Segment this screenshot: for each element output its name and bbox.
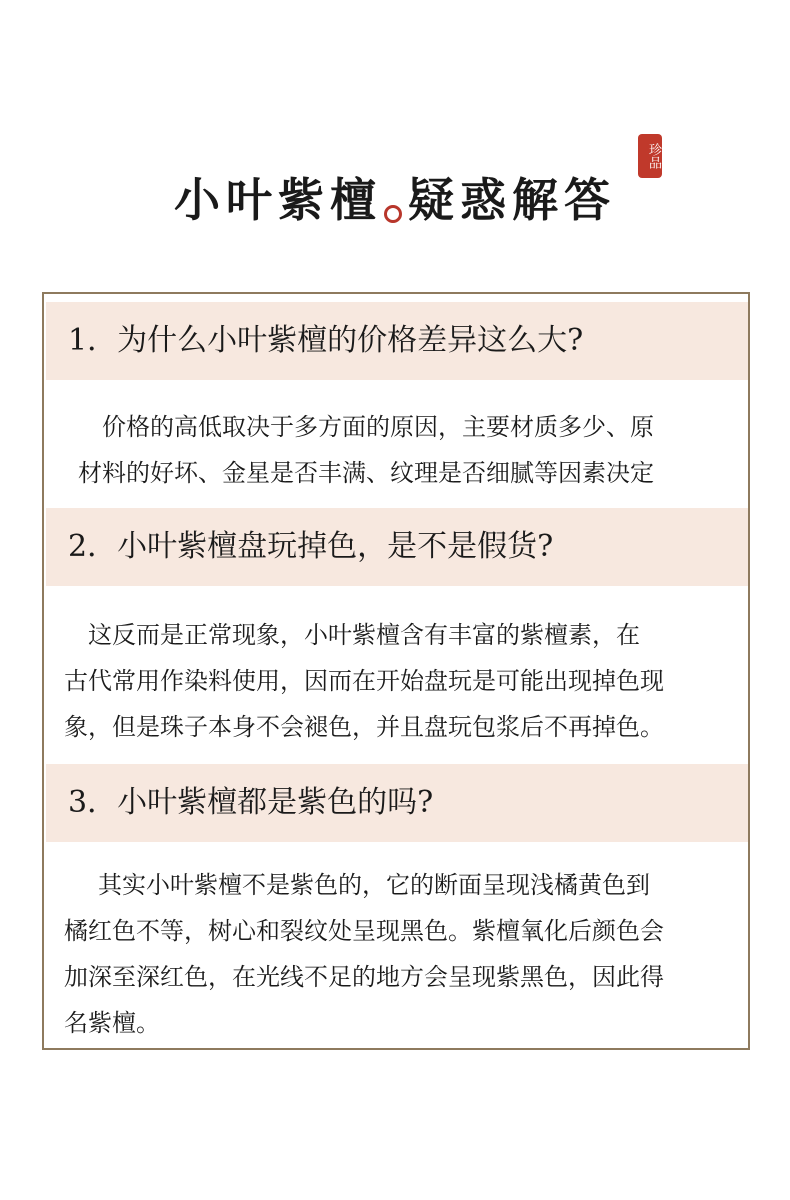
faq-panel — [42, 292, 750, 1050]
seal-stamp: 珍品 — [638, 134, 662, 178]
answer-line: 价格的高低取决于多方面的原因，主要材质多少、原 — [102, 413, 654, 441]
faq-question-2: 2．小叶紫檀盘玩掉色，是不是假货? — [46, 508, 748, 586]
title-left: 小叶紫檀 — [174, 173, 382, 227]
faq-question-1: 1．为什么小叶紫檀的价格差异这么大? — [46, 302, 748, 380]
title-right: 疑惑解答 — [408, 173, 616, 227]
faq-question-3: 3．小叶紫檀都是紫色的吗? — [46, 764, 748, 842]
answer-line: 材料的好坏、金星是否丰满、纹理是否细腻等因素决定 — [78, 459, 654, 487]
answer-line: 象，但是珠子本身不会褪色，并且盘玩包浆后不再掉色。 — [64, 713, 664, 741]
faq-answer-1 — [64, 404, 734, 496]
answer-line: 古代常用作染料使用，因而在开始盘玩是可能出现掉色现 — [64, 667, 664, 695]
answer-line: 这反而是正常现象，小叶紫檀含有丰富的紫檀素，在 — [88, 621, 640, 649]
answer-line: 橘红色不等，树心和裂纹处呈现黑色。紫檀氧化后颜色会 — [64, 917, 664, 945]
header — [0, 0, 790, 290]
title-separator-dot — [384, 205, 402, 223]
faq-answer-3 — [64, 862, 734, 1046]
answer-line: 其实小叶紫檀不是紫色的，它的断面呈现浅橘黄色到 — [98, 871, 650, 899]
answer-line: 加深至深红色，在光线不足的地方会呈现紫黑色，因此得 — [64, 963, 664, 991]
page-title — [0, 170, 790, 230]
answer-line: 名紫檀。 — [64, 1009, 160, 1037]
faq-answer-2 — [64, 612, 734, 750]
